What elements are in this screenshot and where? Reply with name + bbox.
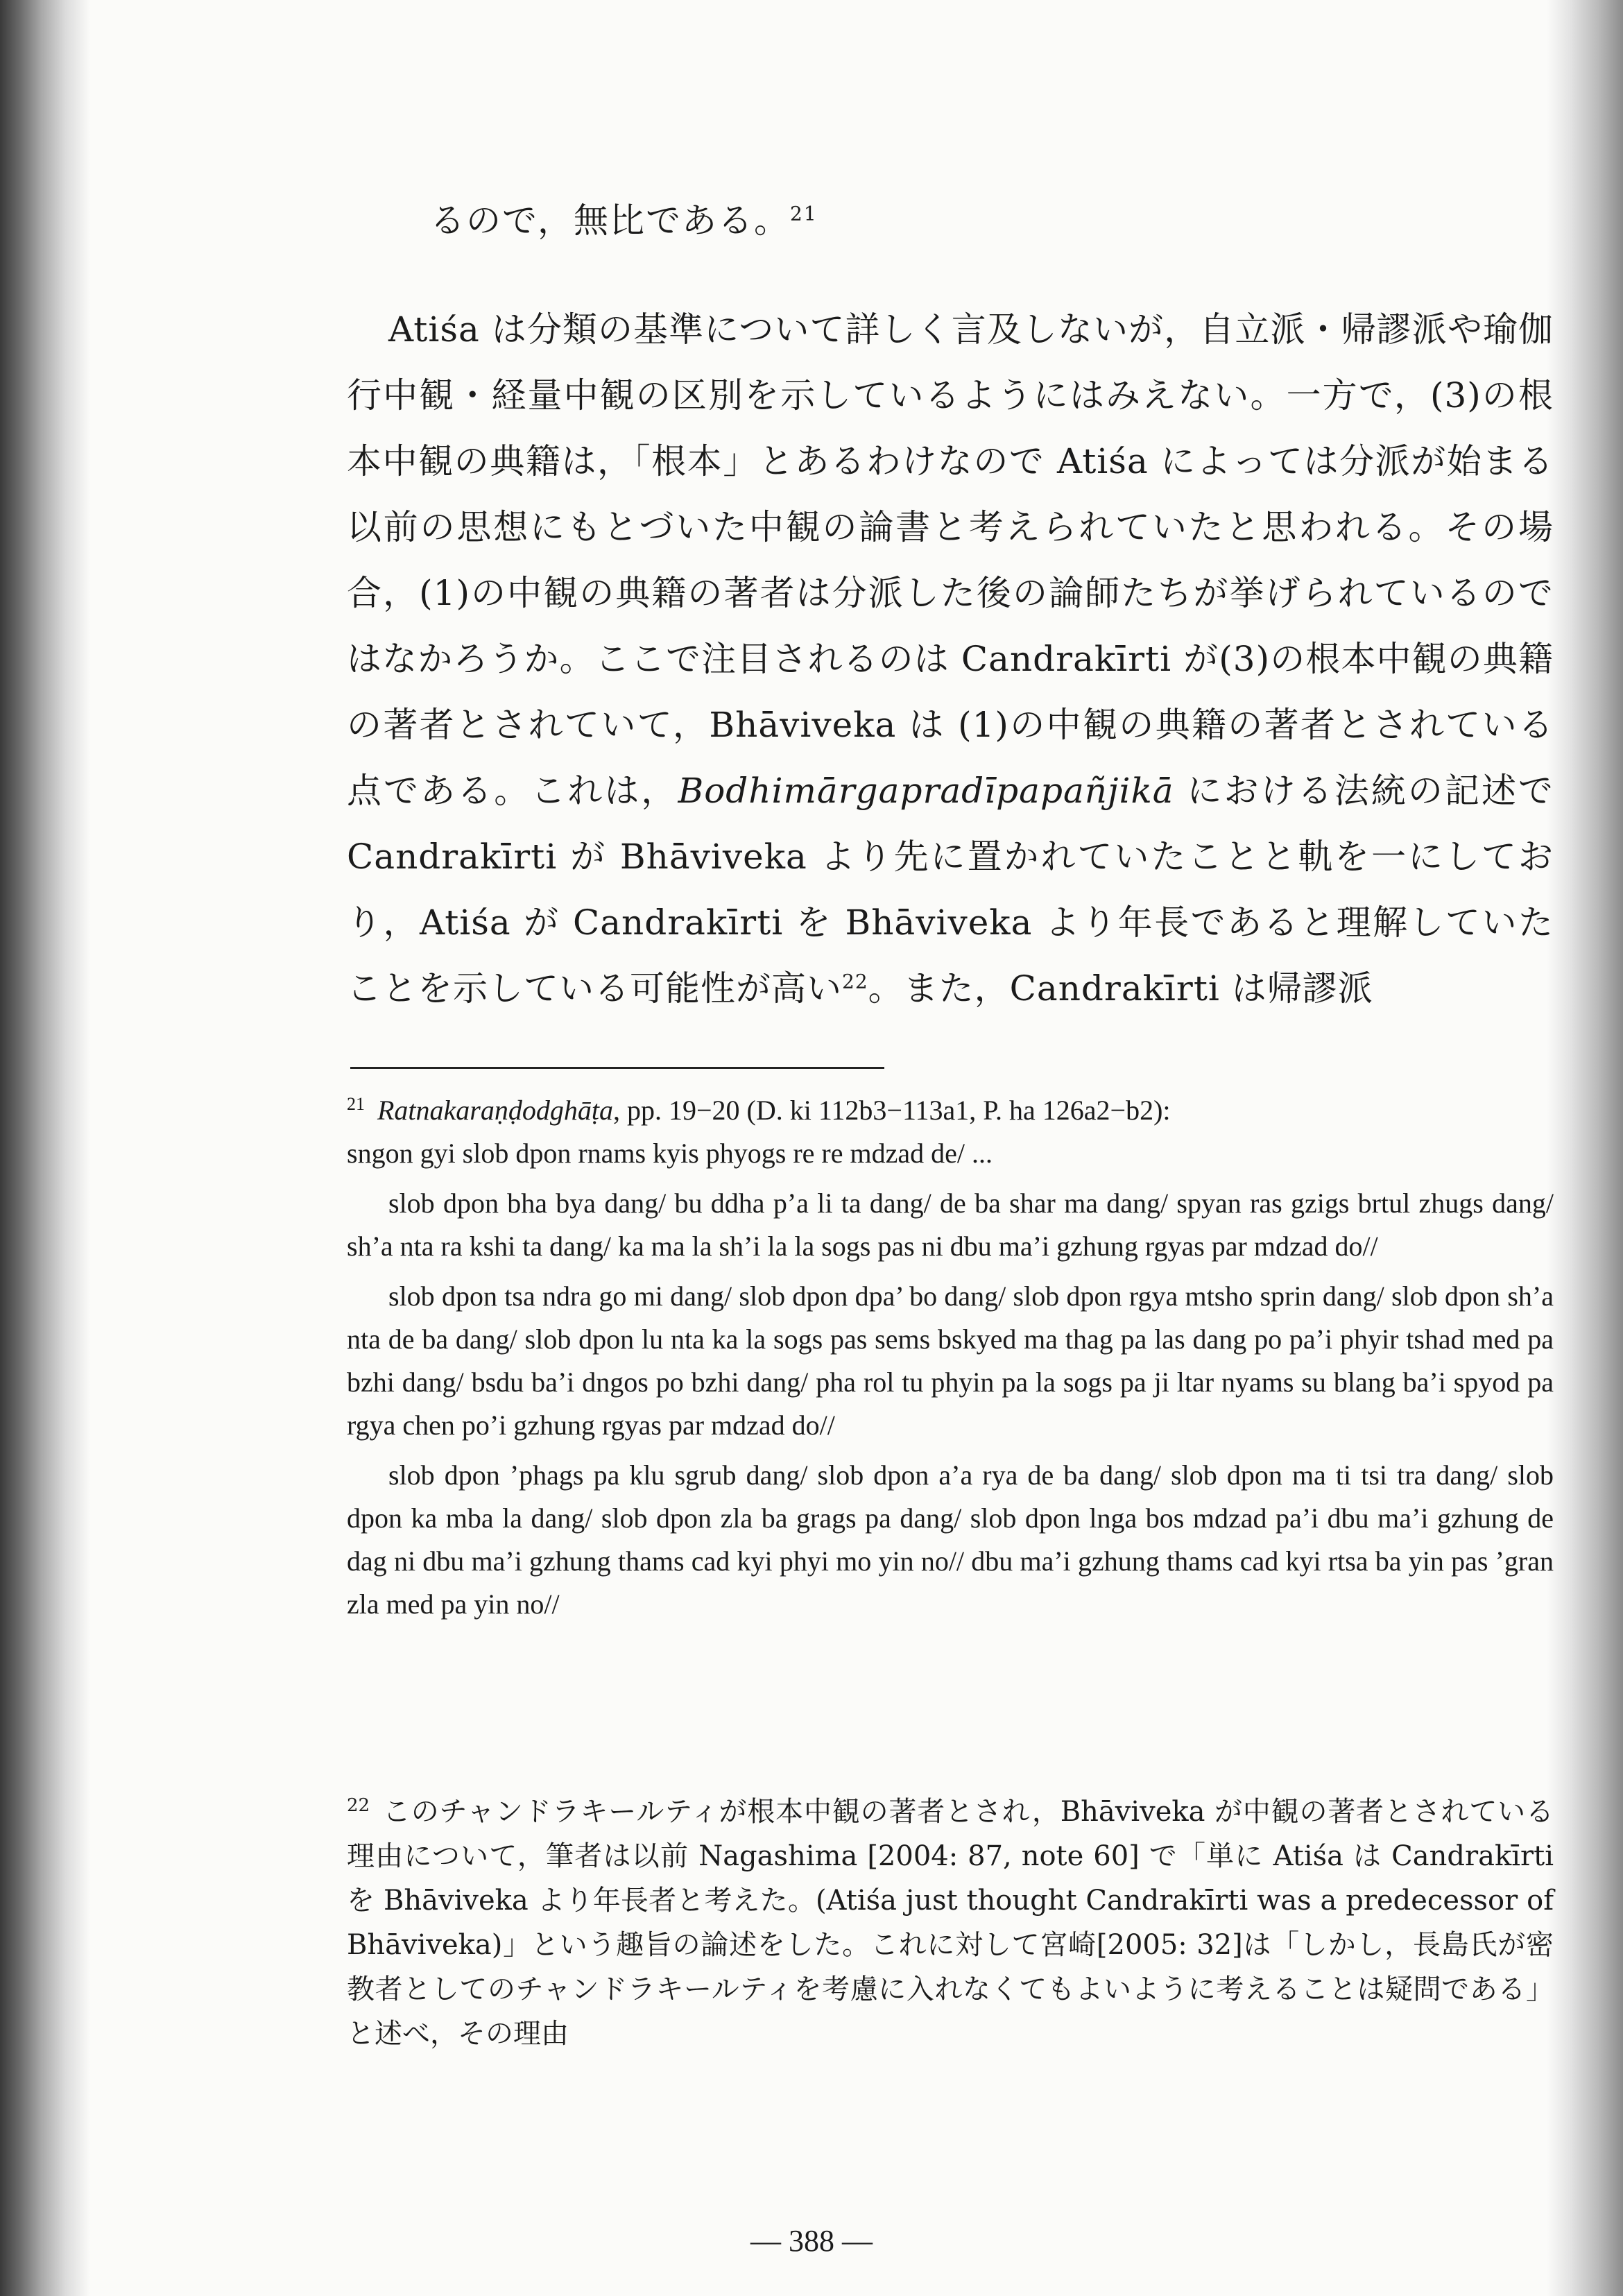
footnote-21-para2: slob dpon tsa ndra go mi dang/ slob dpon dpa’ bo dang/ slob dpon rgya mtsho sprin dang/ slob dpon sh’a nta de ba dang/ slob dpon lu nta ka la sogs pas sems bskyed ma thag pa las dang po pa’i phyir tshad med pa bzhi dang/ bsdu ba’i dngos po bzhi dang/ pha rol tu phyin pa la sogs pa ji ltar nyams su blang ba’i spyod pa rgya chen po’i gzhung rgyas par mdzad do// — [347, 1280, 1554, 1441]
footnote-21-para3: slob dpon ’phags pa klu sgrub dang/ slob dpon a’a rya de ba dang/ slob dpon ma ti tsi tra dang/ slob dpon ka mba la dang/ slob dpon zla ba grags pa dang/ slob dpon lnga bos mdzad pa’i dbu ma’i gzhung de dag ni dbu ma’i gzhung thams cad kyi phyi mo yin no// dbu ma’i gzhung thams cad kyi rtsa ba yin pas ’gran zla med pa yin no// — [347, 1459, 1554, 1620]
footnote-21-para1: slob dpon bha bya dang/ bu ddha p’a li ta dang/ de ba shar ma dang/ spyan ras gzigs brtul zhugs dang/ sh’a nta ra kshi ta dang/ ka ma la sh’i la la sogs pas ni dbu ma’i gzhung rgyas par mdzad do// — [347, 1188, 1554, 1262]
footnote-21-citation: , pp. 19−20 (D. ki 112b3−113a1, P. ha 126a2−b2): — [612, 1095, 1171, 1126]
footnote-21-heading — [347, 1089, 1554, 1132]
footnote-22-text: このチャンドラキールティが根本中観の著者とされ，Bhāviveka が中観の著者とされている理由について，筆者は以前 Nagashima [2004: 87, note 60] で「単に Atiśa は Candrakīrti を Bhāviveka より年長者と考えた。(Atiśa just thought Candrakīrti was a predecessor of Bhāviveka)」という趣旨の論述をした。これに対して宮崎[2005: 32]は「しかし，長島氏が密教者としてのチャンドラキールティを考慮に入れなくてもよいように考えることは疑問である」と述べ，その理由 — [347, 1796, 1554, 2050]
body-text-3: 。また，Candrakīrti は帰謬派 — [868, 968, 1373, 1009]
footnote-separator — [350, 1067, 884, 1069]
body-paragraph — [347, 297, 1554, 1022]
note-ref-22: 22 — [842, 970, 868, 993]
note-ref-21: 21 — [790, 202, 818, 225]
footnote-21-title: Ratnakaraṇḍodghāṭa — [377, 1095, 613, 1126]
footnote-22-number: 22 — [347, 1794, 370, 1816]
body-text-2: における法統の記述で Candrakīrti が Bhāviveka より先に置かれていたことと軌を一にしており，Atiśa が Candrakīrti を Bhāviveka より年長であると理解していたことを示している可能性が高い — [347, 771, 1554, 1009]
footnote-21-line1: sngon gyi slob dpon rnams kyis phyogs re re mdzad de/ ... — [347, 1138, 993, 1169]
footnote-21 — [347, 1089, 1554, 1626]
work-title: Bodhimārgapradīpapañjikā — [678, 771, 1174, 811]
footnote-22 — [347, 1790, 1554, 2056]
footnote-21-number: 21 — [347, 1093, 365, 1114]
intro-text: るので，無比である。 — [430, 200, 790, 241]
page-number: — 388 — — [750, 2224, 873, 2258]
body-text-1: Atiśa は分類の基準について詳しく言及しないが，自立派・帰謬派や瑜伽行中観・経量中観の区別を示しているようにはみえない。一方で，(3)の根本中観の典籍は，「根本」とあるわけなので Atiśa によっては分派が始まる以前の思想にもとづいた中観の論書と考えられていたと思われる。その場合，(1)の中観の典籍の著者は分派した後の論師たちが挙げられているのではなかろうか。ここで注目されるのは Candrakīrti が(3)の根本中観の典籍の著者とされていて，Bhāviveka は (1)の中観の典籍の著者とされている点である。これは， — [347, 309, 1554, 811]
intro-line — [430, 193, 818, 248]
